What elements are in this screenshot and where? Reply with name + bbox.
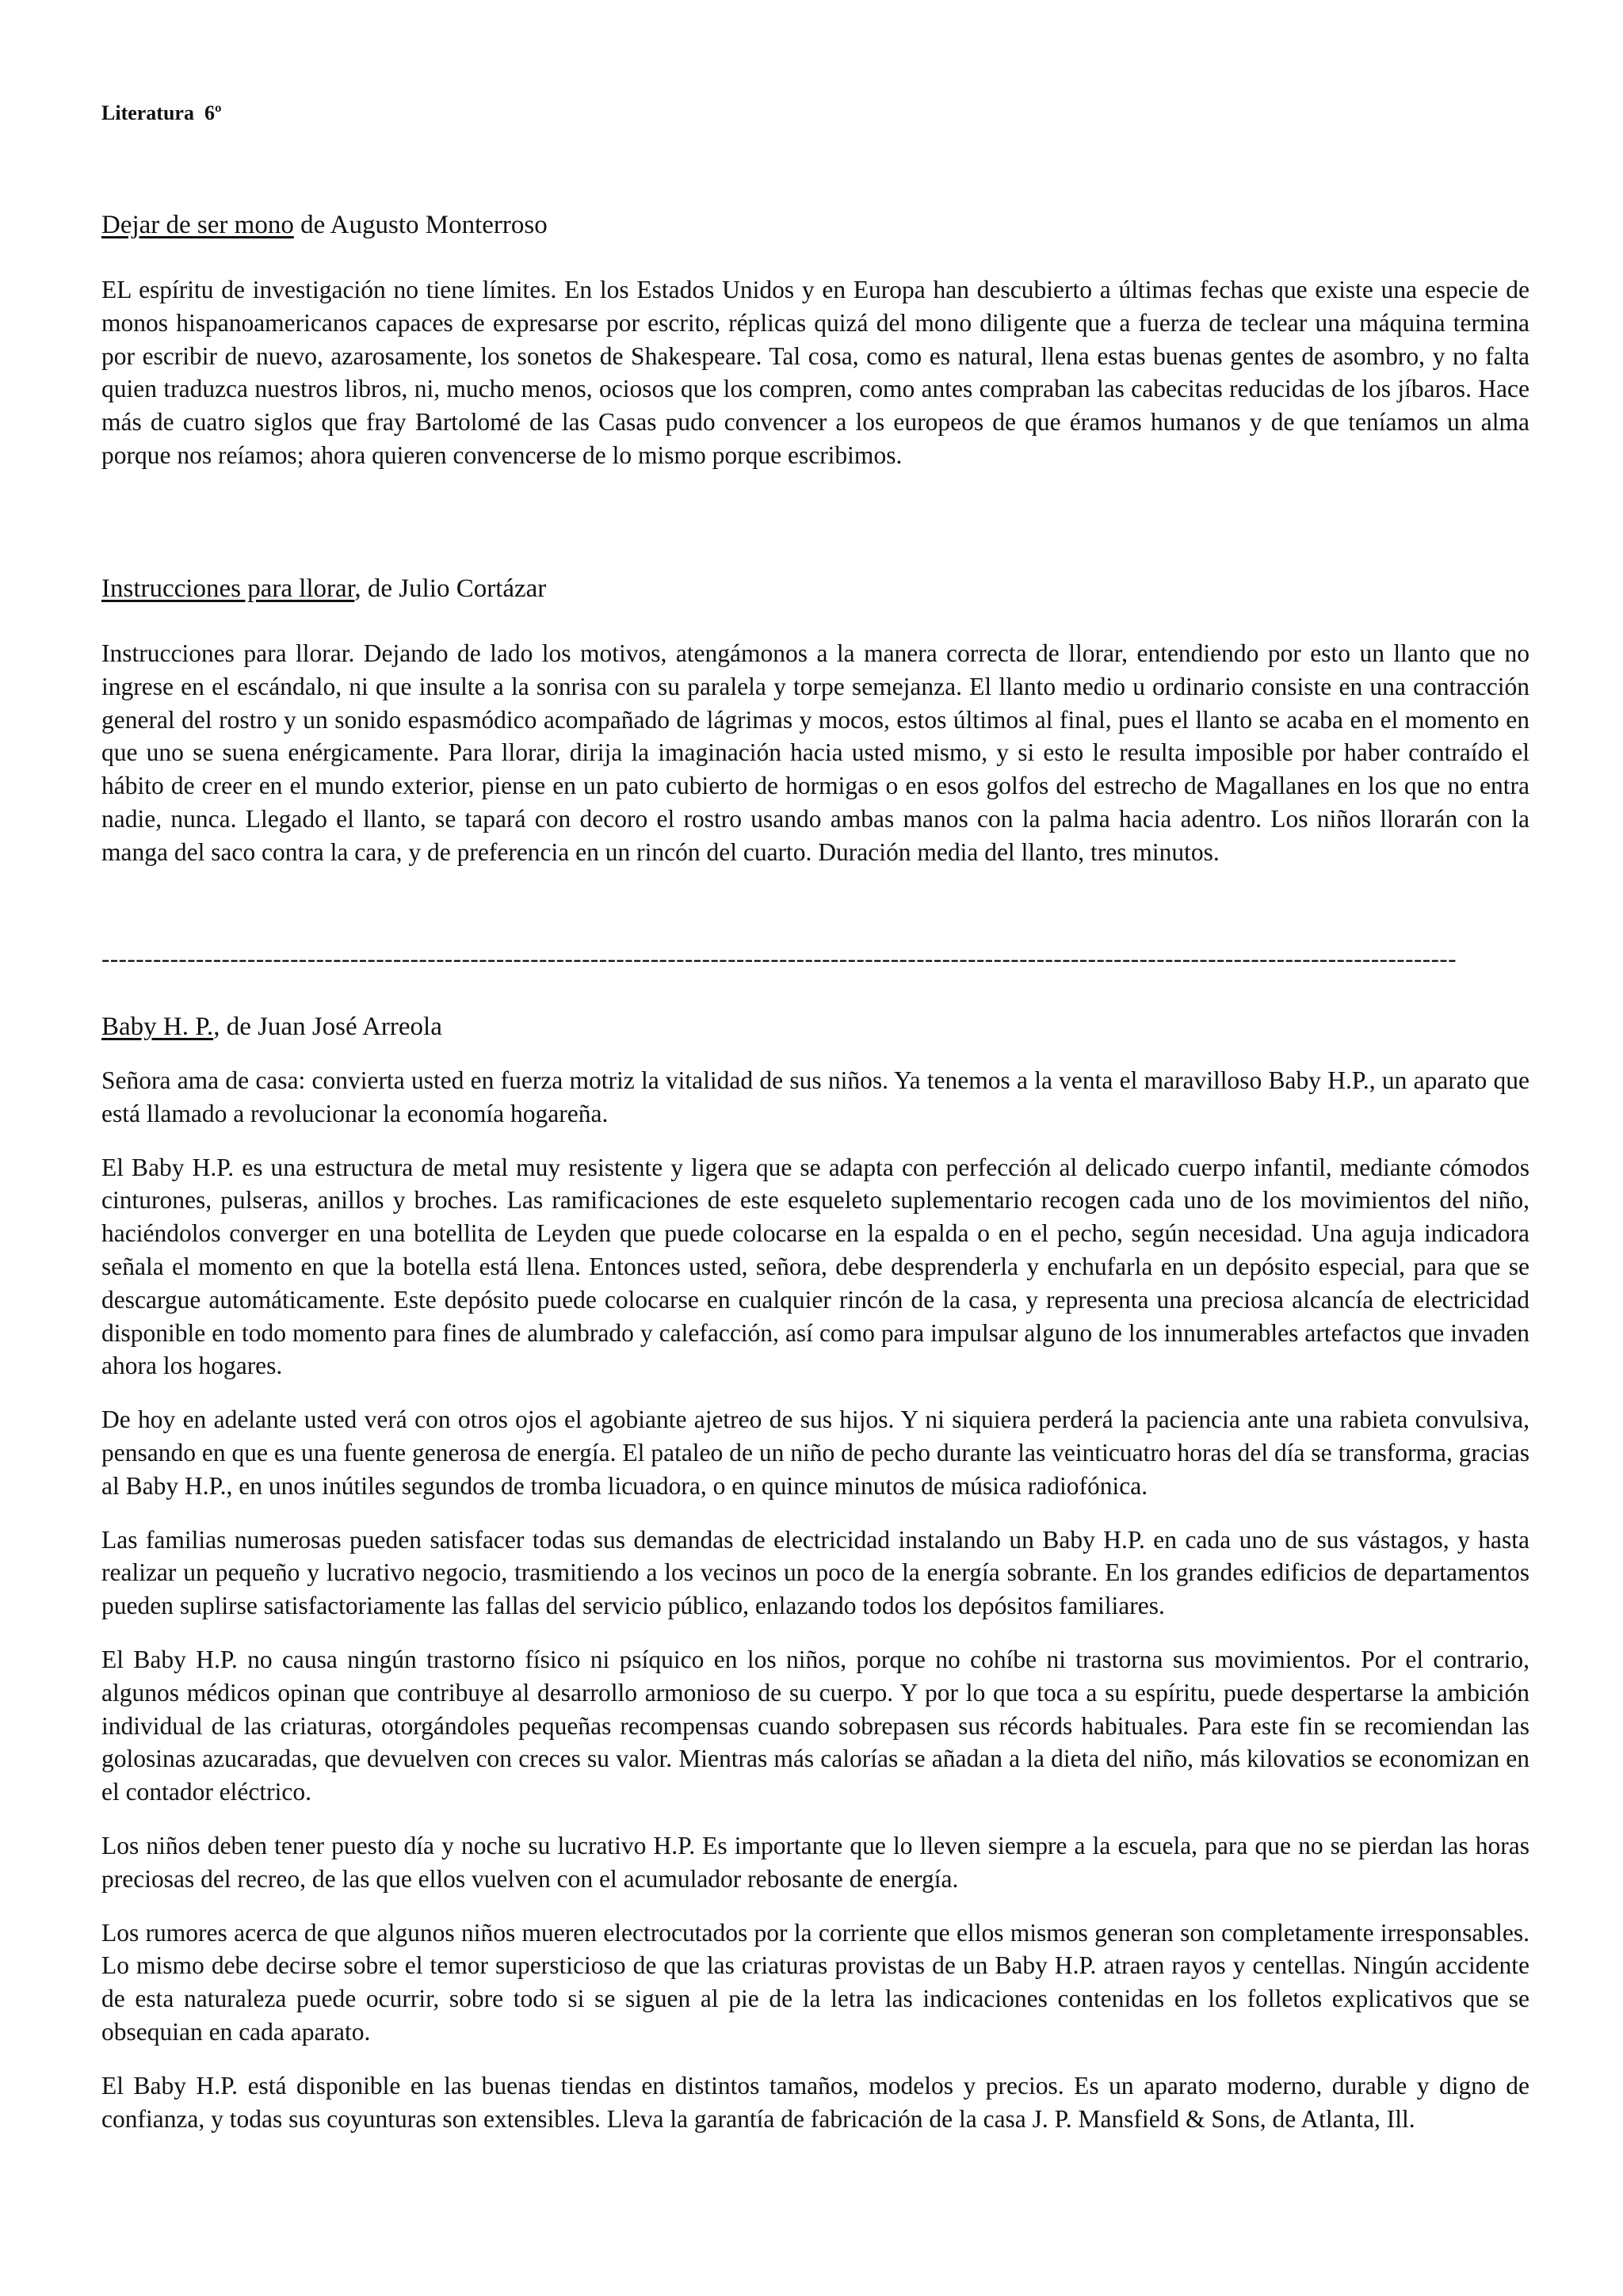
course-header: Literatura 6º	[101, 101, 222, 124]
story-monterroso	[101, 208, 1529, 472]
story-paragraph: Los niños deben tener puesto día y noche su lucrativo H.P. Es importante que lo lleven siempre a la escuela, para que no se pierdan las horas preciosas del recreo, de las que ellos vuelven con el acumulador rebosante de energía.	[101, 1831, 1529, 1893]
story-title-line	[101, 572, 1529, 605]
story-title: Instrucciones para llorar	[101, 574, 355, 603]
story-paragraph: El Baby H.P. no causa ningún trastorno físico ni psíquico en los niños, porque no cohíbe ni trastorna sus movimientos. Por el contrario, algunos médicos opinan que contribuye al desarrollo armonioso de su cuerpo. Y por lo que toca a su espíritu, puede despertarse la ambición individual de las criaturas, otorgándoles pequeñas recompensas cuando sobrepasen sus récords habituales. Para este fin se recomiendan las golosinas azucaradas, que devuelven con creces su valor. Mientras más calorías se añadan a la dieta del niño, más kilovatios se economizan en el contador eléctrico.	[101, 1645, 1529, 1806]
story-title-line	[101, 1010, 1529, 1043]
story-title: Dejar de ser mono	[101, 211, 294, 239]
story-title-line	[101, 208, 1529, 242]
story-paragraph: El Baby H.P. está disponible en las buenas tiendas en distintos tamaños, modelos y precios. Es un aparato moderno, durable y digno de confianza, y todas sus coyunturas son extensibles. Lleva la garantía de fabricación de la casa J. P. Mansfield & Sons, de Atlanta, Ill.	[101, 2071, 1529, 2133]
story-paragraph: El Baby H.P. es una estructura de metal muy resistente y ligera que se adapta con perfección al delicado cuerpo infantil, mediante cómodos cinturones, pulseras, anillos y broches. Las ramificaciones de este esqueleto suplementario recogen cada uno de los movimientos del niño, haciéndolos converger en una botellita de Leyden que puede colocarse en la espalda o en el pecho, según necesidad. Una aguja indicadora señala el momento en que la botella está llena. Entonces usted, señora, debe desprenderla y enchufarla en un depósito especial, para que se descargue automáticamente. Este depósito puede colocarse en cualquier rincón de la casa, y representa una preciosa alcancía de electricidad disponible en todo momento para fines de alumbrado y calefacción, así como para impulsar alguno de los innumerables artefactos que invaden ahora los hogares.	[101, 1153, 1529, 1380]
story-paragraph: Instrucciones para llorar. Dejando de lado los motivos, atengámonos a la manera correcta de llorar, entendiendo por esto un llanto que no ingrese en el escándalo, ni que insulte a la sonrisa con su paralela y torpe semejanza. El llanto medio u ordinario consiste en una contracción general del rostro y un sonido espasmódico acompañado de lágrimas y mocos, estos últimos al final, pues el llanto se acaba en el momento en que uno se suena enérgicamente. Para llorar, dirija la imaginación hacia usted mismo, y si esto le resulta imposible por haber contraído el hábito de creer en el mundo exterior, piense en un pato cubierto de hormigas o en esos golfos del estrecho de Magallanes en los que no entra nadie, nunca. Llegado el llanto, se tapará con decoro el rostro usando ambas manos con la palma hacia adentro. Los niños llorarán con la manga del saco contra la cara, y de preferencia en un rincón del cuarto. Duración media del llanto, tres minutos.	[101, 639, 1529, 866]
story-byline: de Augusto Monterroso	[293, 211, 548, 239]
story-paragraph: De hoy en adelante usted verá con otros ojos el agobiante ajetreo de sus hijos. Y ni siquiera perderá la paciencia ante una rabieta convulsiva, pensando en que es una fuente generosa de energía. El pataleo de un niño de pecho durante las veinticuatro horas del día se transforma, gracias al Baby H.P., en unos inútiles segundos de tromba licuadora, o en quince minutos de música radiofónica.	[101, 1405, 1529, 1500]
dashed-separator: --------------------------------------------------------------------------------------------------------------------------------------------------------------	[101, 944, 1457, 972]
story-paragraph: Las familias numerosas pueden satisfacer todas sus demandas de electricidad instalando un Baby H.P. en cada uno de sus vástagos, y hasta realizar un pequeño y lucrativo negocio, trasmitiendo a los vecinos un poco de la energía sobrante. En los grandes edificios de departamentos pueden suplirse satisfactoriamente las fallas del servicio público, enlazando todos los depósitos familiares.	[101, 1525, 1529, 1620]
story-paragraph: EL espíritu de investigación no tiene límites. En los Estados Unidos y en Europa han descubierto a últimas fechas que existe una especie de monos hispanoamericanos capaces de expresarse por escrito, réplicas quizá del mono diligente que a fuerza de teclear una máquina termina por escribir de nuevo, azarosamente, los sonetos de Shakespeare. Tal cosa, como es natural, llena estas buenas gentes de asombro, y no falta quien traduzca nuestros libros, ni, mucho menos, ociosos que los compren, como antes compraban las cabecitas reducidas de los jíbaros. Hace más de cuatro siglos que fray Bartolomé de las Casas pudo convencer a los europeos de que éramos humanos y de que teníamos un alma porque nos reíamos; ahora quieren convencerse de lo mismo porque escribimos.	[101, 276, 1529, 469]
story-cortazar	[101, 572, 1529, 869]
story-paragraph: Señora ama de casa: convierta usted en fuerza motriz la vitalidad de sus niños. Ya tenemos a la venta el maravilloso Baby H.P., un aparato que está llamado a revolucionar la economía hogareña.	[101, 1066, 1529, 1127]
story-byline: , de Juan José Arreola	[213, 1013, 442, 1041]
story-arreola	[101, 1010, 1529, 2135]
story-paragraph: Los rumores acerca de que algunos niños mueren electrocutados por la corriente que ellos mismos generan son completamente irresponsables. Lo mismo debe decirse sobre el temor supersticioso de que las criaturas provistas de un Baby H.P. atraen rayos y centellas. Ningún accidente de esta naturaleza puede ocurrir, sobre todo si se siguen al pie de la letra las indicaciones contenidas en los folletos explicativos que se obsequian en cada aparato.	[101, 1918, 1529, 2046]
story-byline: , de Julio Cortázar	[354, 574, 547, 603]
story-title: Baby H. P.	[101, 1013, 214, 1041]
